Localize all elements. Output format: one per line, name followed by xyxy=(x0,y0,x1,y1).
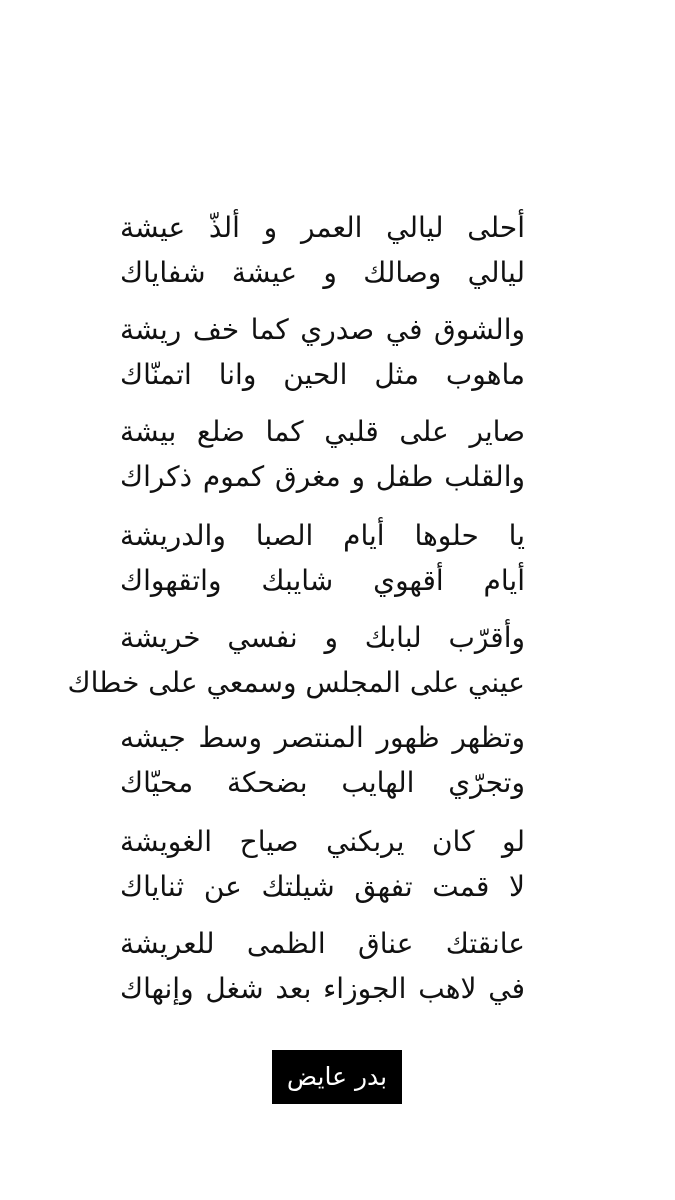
verse-line: عانقتك عناق الظمى للعريشة xyxy=(120,927,525,960)
verse-line: وتجرّي الهايب بضحكة محيّاك xyxy=(120,766,525,799)
stanza-2 xyxy=(120,307,525,397)
verse-line: أيام أقهوي شايبك واتقهواك xyxy=(120,564,525,597)
verse-line: ليالي وصالك و عيشة شفاياك xyxy=(120,256,525,289)
stanza-7 xyxy=(120,819,525,909)
stanza-8 xyxy=(120,921,525,1011)
stanza-5 xyxy=(67,615,525,705)
verse-line: عيني على المجلس وسمعي على خطاك xyxy=(67,666,525,699)
verse-line: لو كان يربكني صياح الغويشة xyxy=(120,825,525,858)
stanza-6 xyxy=(120,715,525,805)
verse-line: وأقرّب لبابك و نفسي خريشة xyxy=(120,621,525,654)
stanza-4 xyxy=(120,513,525,603)
stanza-1 xyxy=(120,205,525,295)
verse-line: في لاهب الجوزاء بعد شغل وإنهاك xyxy=(120,972,525,1005)
verse-line: وتظهر ظهور المنتصر وسط جيشه xyxy=(120,721,525,754)
stanza-3 xyxy=(120,409,525,499)
verse-line: ماهوب مثل الحين وانا اتمنّاك xyxy=(120,358,525,391)
verse-line: والشوق في صدري كما خف ريشة xyxy=(120,313,525,346)
verse-line: لا قمت تفهق شيلتك عن ثناياك xyxy=(120,870,525,903)
verse-line: يا حلوها أيام الصبا والدريشة xyxy=(120,519,525,552)
verse-line: أحلى ليالي العمر و ألذّ عيشة xyxy=(120,211,525,244)
verse-line: والقلب طفل و مغرق كموم ذكراك xyxy=(120,460,525,493)
verse-line: صاير على قلبي كما ضلع بيشة xyxy=(120,415,525,448)
author-signature-label: بدر عايض xyxy=(272,1050,402,1104)
